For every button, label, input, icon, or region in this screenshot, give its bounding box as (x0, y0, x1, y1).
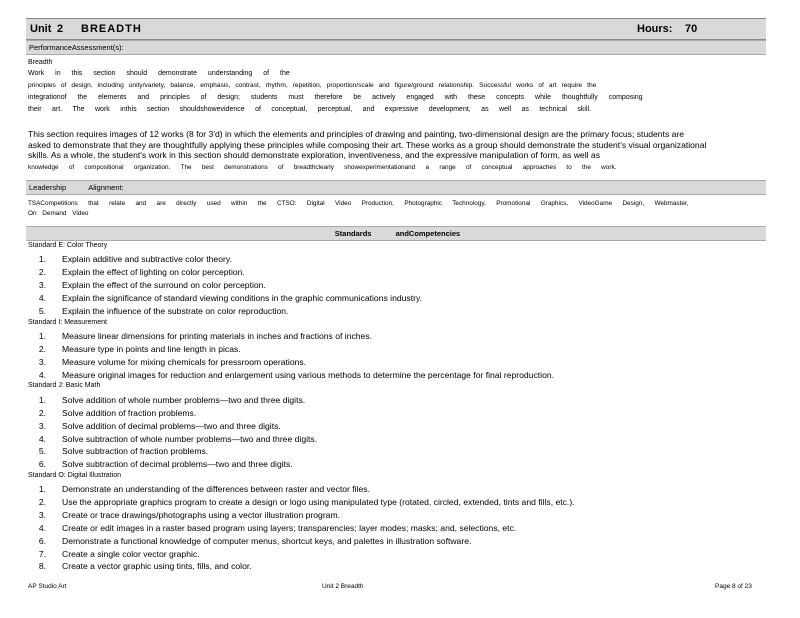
paragraph-line: skills. As a whole, the student's work in this section should demonstrate exploration, inventiveness, and the expressive manipulation of form, as well as (28, 150, 600, 160)
unit-label: Unit (30, 23, 52, 35)
item-text: Measure type in points and line length in picas. (62, 344, 241, 354)
item-number: 2. (38, 408, 46, 418)
unit-header-bar (26, 18, 766, 40)
alignment-label: Alignment: (88, 183, 124, 192)
item-text: Demonstrate an understanding of the differences between raster and vector files. (62, 484, 370, 494)
item-number: 2. (38, 267, 46, 277)
item-text: Measure volume for mixing chemicals for pressroom operations. (62, 357, 307, 367)
performance-assessment-bar (26, 40, 766, 55)
paragraph-line: This section requires images of 12 works (8 for 3'd) in which the elements and principles of drawing and painting, two-dimensional design are the primary focus; students are (28, 129, 685, 139)
item-number: 7. (38, 549, 46, 559)
item-number: 3. (38, 357, 46, 367)
item-text: Measure original images for reduction and enlargement using various methods to determine the percentage for final reproduction. (62, 370, 555, 380)
paragraph-small-line: knowledge of compositional organization. The best demonstrations of breadthclearly showexperimentationand a range of conceptual approaches to the work. (28, 164, 617, 171)
item-number: 1. (38, 395, 46, 405)
item-text: Explain additive and subtractive color theory. (62, 254, 232, 264)
item-number: 8. (38, 561, 46, 571)
item-text: Create or edit images in a raster based program using layers; transparencies; layer modes; masks; and, selections, etc. (62, 523, 517, 533)
item-text: Solve addition of whole number problems—two and three digits. (62, 395, 306, 405)
tsa-line: TSACompetitions that relate and are directly used within the CTSO: Digital Video Production, Photographic Technology, Promotional Graphics, VideoGame Design, Webmaster, (28, 200, 689, 207)
item-number: 4. (38, 434, 46, 444)
leadership-alignment-bar (26, 180, 766, 195)
item-text: Solve subtraction of fraction problems. (62, 446, 209, 456)
item-text: Explain the significance of standard viewing conditions in the graphic communications industry. (62, 293, 423, 303)
item-number: 1. (38, 484, 46, 494)
unit-number: 2 (57, 23, 64, 35)
tsa-line: On Demand Video (28, 210, 89, 217)
intro-line: Work in this section should demonstrate understanding of the (28, 70, 290, 77)
item-number: 1. (38, 331, 46, 341)
item-text: Solve subtraction of whole number problems—two and three digits. (62, 434, 318, 444)
footer-left: AP Studio Art (28, 583, 67, 590)
item-number: 4. (38, 523, 46, 533)
intro-line: principles of design, including unity/variety, balance, emphasis, contrast, rhythm, repetition, proportion/scale and figure/ground relationship. Successful works of art require the (28, 82, 597, 89)
item-text: Measure linear dimensions for printing materials in inches and fractions of inches. (62, 331, 373, 341)
item-number: 2. (38, 344, 46, 354)
standard-label: Standard J: Basic Math (28, 382, 101, 389)
hours-value: 70 (685, 23, 698, 35)
item-number: 6. (38, 536, 46, 546)
standard-label: Standard I: Measurement (28, 319, 107, 326)
item-text: Solve addition of fraction problems. (62, 408, 197, 418)
item-number: 6. (38, 459, 46, 469)
item-number: 3. (38, 280, 46, 290)
item-text: Explain the effect of lighting on color perception. (62, 267, 245, 277)
item-number: 2. (38, 497, 46, 507)
item-number: 5. (38, 446, 46, 456)
footer-page-number: Page 8 of 23 (715, 583, 752, 590)
unit-name: BREADTH (81, 23, 142, 35)
item-text: Create a vector graphic using tints, fills, and color. (62, 561, 252, 571)
performance-assessment-label: PerformanceAssessment(s): (29, 43, 124, 52)
item-text: Demonstrate a functional knowledge of computer menus, shortcut keys, and palettes in illustration software. (62, 536, 472, 546)
footer-center: Unit 2 Breadth (322, 583, 364, 590)
breadth-paragraph (28, 129, 768, 161)
standard-label: Standard O: Digital Illustration (28, 472, 121, 479)
item-text: Explain the effect of the surround on color perception. (62, 280, 266, 290)
intro-line: integrationof the elements and principles of design; students must therefore be actively engaged with these concepts while thoughtfully composing (28, 94, 643, 101)
item-number: 4. (38, 293, 46, 303)
intro-line: their art. The work inthis section shouldshowevidence of conceptual, perceptual, and expressive development, as well as technical skill. (28, 106, 592, 113)
standards-competencies-bar (26, 226, 766, 241)
breadth-title: Breadth (28, 59, 53, 66)
item-text: Solve subtraction of decimal problems—two and three digits. (62, 459, 293, 469)
standard-label: Standard E: Color Theory (28, 242, 108, 249)
item-number: 3. (38, 421, 46, 431)
item-text: Use the appropriate graphics program to create a design or logo using manipulated type (rotated, circled, extended, tints and fills, etc.). (62, 497, 575, 507)
item-number: 5. (38, 306, 46, 316)
item-text: Explain the influence of the substrate on color reproduction. (62, 306, 289, 316)
leadership-label: Leadership (29, 183, 67, 192)
competencies-label: andCompetencies (395, 229, 461, 238)
item-text: Create a single color vector graphic. (62, 549, 200, 559)
item-number: 3. (38, 510, 46, 520)
item-text: Solve addition of decimal problems—two and three digits. (62, 421, 281, 431)
standards-label: Standards (334, 229, 372, 238)
hours-label: Hours: (637, 23, 673, 35)
item-number: 4. (38, 370, 46, 380)
item-number: 1. (38, 254, 46, 264)
item-text: Create or trace drawings/photographs using a vector illustration program. (62, 510, 341, 520)
paragraph-line: asked to demonstrate that they are thoughtfully applying these principles while composing their art. These works as a group should demonstrate the student's visual organizational (28, 139, 707, 150)
